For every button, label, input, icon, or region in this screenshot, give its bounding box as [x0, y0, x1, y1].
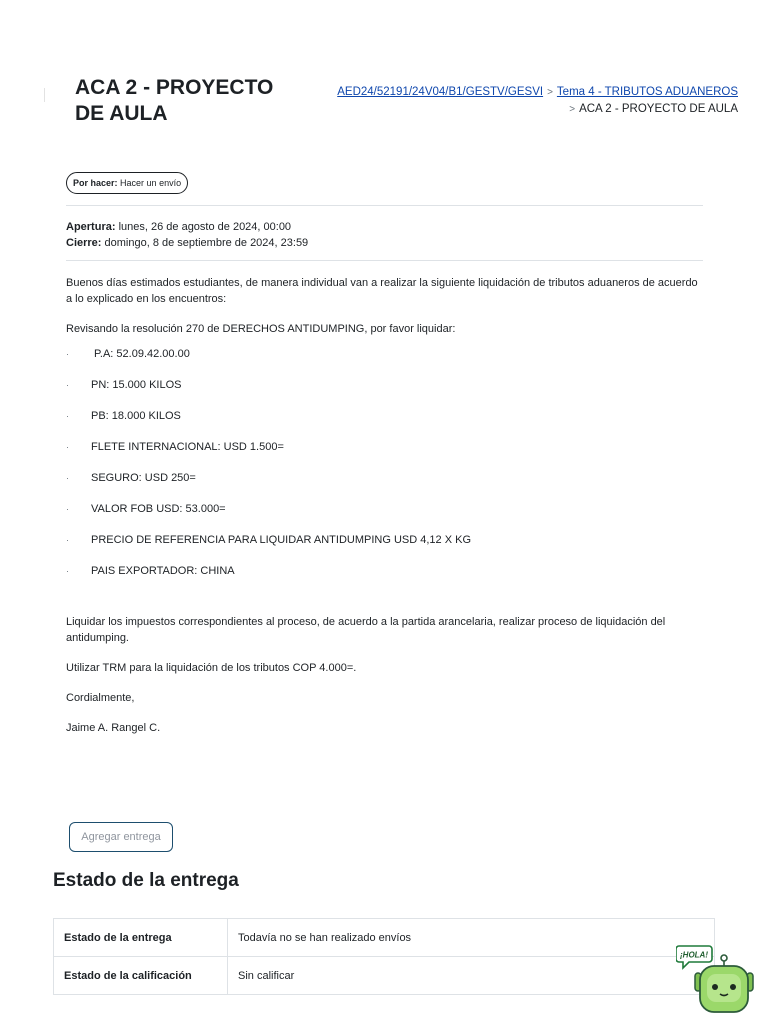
closing-date: domingo, 8 de septiembre de 2024, 23:59: [104, 237, 309, 249]
bullet-icon: ·: [66, 349, 69, 359]
page-header: [0, 0, 768, 140]
status-value: Sin calificar: [228, 957, 715, 995]
list-item: · VALOR FOB USD: 53.000=: [66, 503, 226, 515]
opening-label: Apertura:: [66, 221, 116, 233]
bullet-icon: ·: [66, 380, 69, 390]
bullet-icon: ·: [66, 504, 69, 514]
assignment-content: [66, 172, 703, 750]
robot-icon: [676, 940, 766, 1020]
assignment-dates: [66, 219, 703, 251]
breadcrumb-current: ACA 2 - PROYECTO DE AULA: [579, 103, 738, 115]
bullet-icon: ·: [66, 566, 69, 576]
todo-value: Hacer un envío: [120, 178, 182, 188]
signature-text: Jaime A. Rangel C.: [66, 722, 161, 734]
chevron-right-icon: >: [547, 87, 553, 98]
todo-label: Por hacer:: [73, 178, 118, 188]
breadcrumb: [308, 84, 738, 118]
breadcrumb-course-link[interactable]: AED24/52191/24V04/B1/GESTV/GESVI: [337, 86, 544, 98]
submission-status-table: [53, 918, 715, 995]
table-row: [54, 919, 715, 957]
chatbot-button[interactable]: [676, 940, 766, 1020]
bullet-icon: ·: [66, 535, 69, 545]
submission-status-heading: Estado de la entrega: [53, 870, 239, 891]
list-item: · PRECIO DE REFERENCIA PARA LIQUIDAR ANTIDUMPING USD 4,12 X KG: [66, 534, 471, 546]
page-title: ACA 2 - PROYECTO DE AULA: [75, 76, 274, 125]
table-row: [54, 957, 715, 995]
instruction-text: Revisando la resolución 270 de DERECHOS ANTIDUMPING, por favor liquidar:: [66, 323, 456, 335]
list-item: · PN: 15.000 KILOS: [66, 379, 182, 391]
closing-label: Cierre:: [66, 237, 102, 249]
breadcrumb-topic-link[interactable]: Tema 4 - TRIBUTOS ADUANEROS: [556, 86, 738, 98]
divider: [66, 260, 703, 261]
chatbot-greeting: ¡HOLA!: [680, 950, 708, 960]
bullet-icon: ·: [66, 473, 69, 483]
list-item: · PB: 18.000 KILOS: [66, 410, 181, 422]
list-item: · P.A: 52.09.42.00.00: [66, 348, 190, 360]
list-item: · SEGURO: USD 250=: [66, 472, 196, 484]
closing-instruction: Liquidar los impuestos correspondientes al proceso, de acuerdo a la partida arancelaria, realizar proceso de liquidación del antidumping.: [66, 616, 666, 644]
list-item: · FLETE INTERNACIONAL: USD 1.500=: [66, 441, 284, 453]
trm-text: Utilizar TRM para la liquidación de los tributos COP 4.000=.: [66, 662, 357, 674]
assignment-description: [66, 275, 703, 736]
status-label: Estado de la calificación: [54, 957, 228, 995]
status-label: Estado de la entrega: [54, 919, 228, 957]
add-submission-button[interactable]: Agregar entrega: [69, 822, 173, 852]
drawer-marker: [44, 88, 47, 102]
divider: [66, 205, 703, 206]
bullet-icon: ·: [66, 411, 69, 421]
bullet-icon: ·: [66, 442, 69, 452]
data-list: [66, 346, 703, 594]
chevron-right-icon: >: [569, 104, 576, 115]
opening-date: lunes, 26 de agosto de 2024, 00:00: [118, 221, 292, 233]
status-value: Todavía no se han realizado envíos: [228, 919, 715, 957]
regards-text: Cordialmente,: [66, 692, 135, 704]
intro-text: Buenos días estimados estudiantes, de manera individual van a realizar la siguiente liquidación de tributos aduaneros de acuerdo a lo explicado en los encuentros:: [66, 277, 698, 305]
list-item: · PAIS EXPORTADOR: CHINA: [66, 565, 235, 577]
todo-badge: [66, 172, 188, 194]
